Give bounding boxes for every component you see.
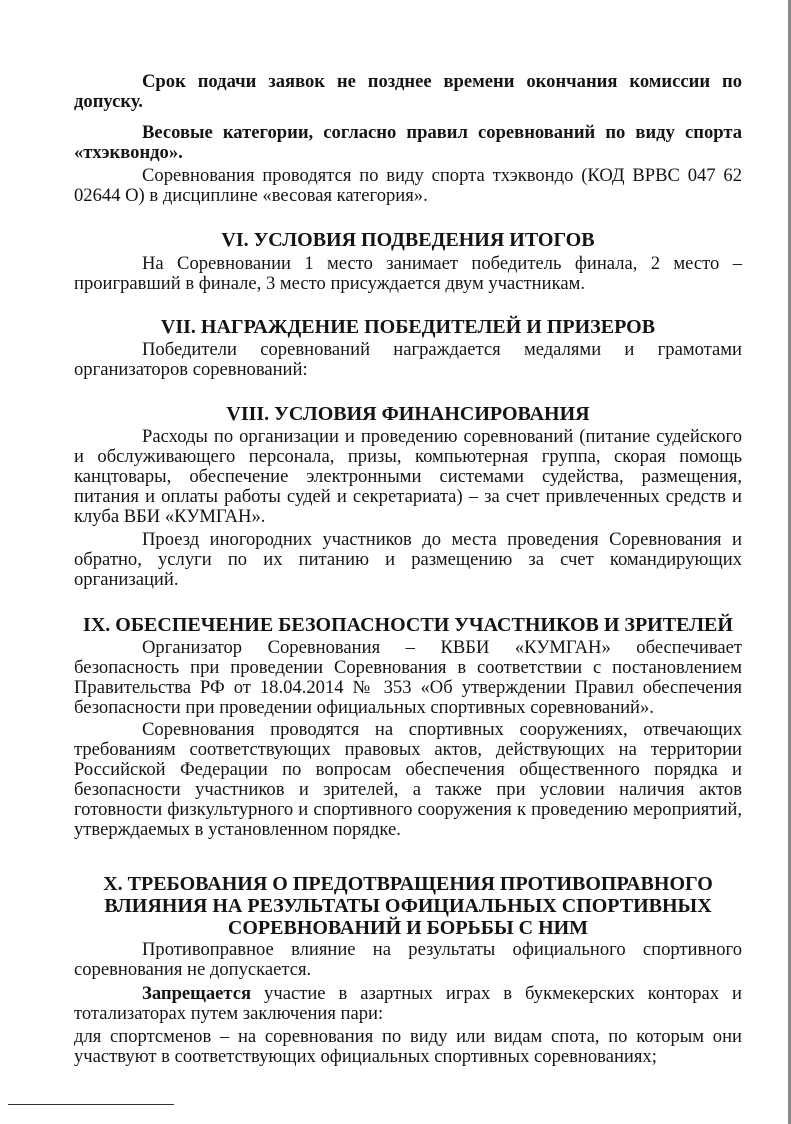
section-9-heading: IX. ОБЕСПЕЧЕНИЕ БЕЗОПАСНОСТИ УЧАСТНИКОВ И ЗРИТЕЛЕЙ <box>83 614 733 636</box>
prohibited-label: Запрещается <box>142 983 252 1004</box>
section-10-heading-line-2: ВЛИЯНИЯ НА РЕЗУЛЬТАТЫ ОФИЦИАЛЬНЫХ СПОРТИВНЫХ <box>104 895 712 917</box>
section-10-heading-line-3: СОРЕВНОВАНИЙ И БОРЬБЫ С НИМ <box>227 917 589 939</box>
section-9-paragraph-2: Соревнования проводятся на спортивных сооружениях, отвечающих требованиям соответствующих правовых актов, действующих на территории Российской Федерации по вопросам обеспечения общественного порядка и безопасности участников и зрителей, а также при условии наличия актов готовности физкультурного и спортивного сооружения к проведению мероприятий, утверждаемых в установленном порядке. <box>74 719 742 840</box>
section-8-paragraph-1: Расходы по организации и проведению соревнований (питание судейского и обслуживающего персонала, призы, компьютерная группа, скорая помощь канцтовары, обеспечение электронными системами судейства, размещения, питания и оплаты работы судей и секретариата) – за счет привлеченных средств и клуба ВБИ «КУМГАН». <box>74 426 742 527</box>
weight-categories-paragraph: Весовые категории, согласно правил соревнований по виду спорта «тхэквондо». <box>74 122 742 163</box>
discipline-paragraph: Соревнования проводятся по виду спорта тхэквондо (КОД ВРВС 047 62 02644 О) в дисциплине «весовая категория». <box>74 165 742 206</box>
section-7-paragraph: Победители соревнований награждается медалями и грамотами организаторов соревнований: <box>74 339 742 380</box>
footer-rule <box>8 1104 174 1105</box>
section-10-paragraph-3: для спортсменов – на соревнования по виду или видам спота, по которым они участвуют в соответствующих официальных спортивных соревнованиях; <box>74 1026 742 1067</box>
section-10-heading <box>74 873 742 939</box>
section-10-paragraph-2 <box>74 984 742 1024</box>
section-8-paragraph-2: Проезд иногородних участников до места проведения Соревнования и обратно, услуги по их питанию и размещению за счет командирующих организаций. <box>74 529 742 590</box>
section-10-paragraph-1: Противоправное влияние на результаты официального спортивного соревнования не допускается. <box>74 939 742 980</box>
section-6-paragraph: На Соревновании 1 место занимает победитель финала, 2 место – проигравший в финале, 3 место присуждается двум участникам. <box>74 253 742 294</box>
section-10-heading-line-1: X. ТРЕБОВАНИЯ О ПРЕДОТВРАЩЕНИЯ ПРОТИВОПРАВНОГО <box>103 873 713 895</box>
section-8-heading: VIII. УСЛОВИЯ ФИНАНСИРОВАНИЯ <box>226 403 590 425</box>
section-6-heading: VI. УСЛОВИЯ ПОДВЕДЕНИЯ ИТОГОВ <box>221 229 595 251</box>
deadline-paragraph: Срок подачи заявок не позднее времени окончания комиссии по допуску. <box>74 71 742 112</box>
section-7-heading: VII. НАГРАЖДЕНИЕ ПОБЕДИТЕЛЕЙ И ПРИЗЕРОВ <box>160 316 656 338</box>
section-9-paragraph-1: Организатор Соревнования – КВБИ «КУМГАН» обеспечивает безопасность при проведении Соревнования в соответствии с постановлением Правительства РФ от 18.04.2014 № 353 «Об утверждении Правил обеспечения безопасности при проведении официальных спортивных соревнований». <box>74 637 742 718</box>
prohibited-text: участие в азартных играх в букмекерских конторах и тотализаторах путем заключения пари: <box>74 983 742 1024</box>
